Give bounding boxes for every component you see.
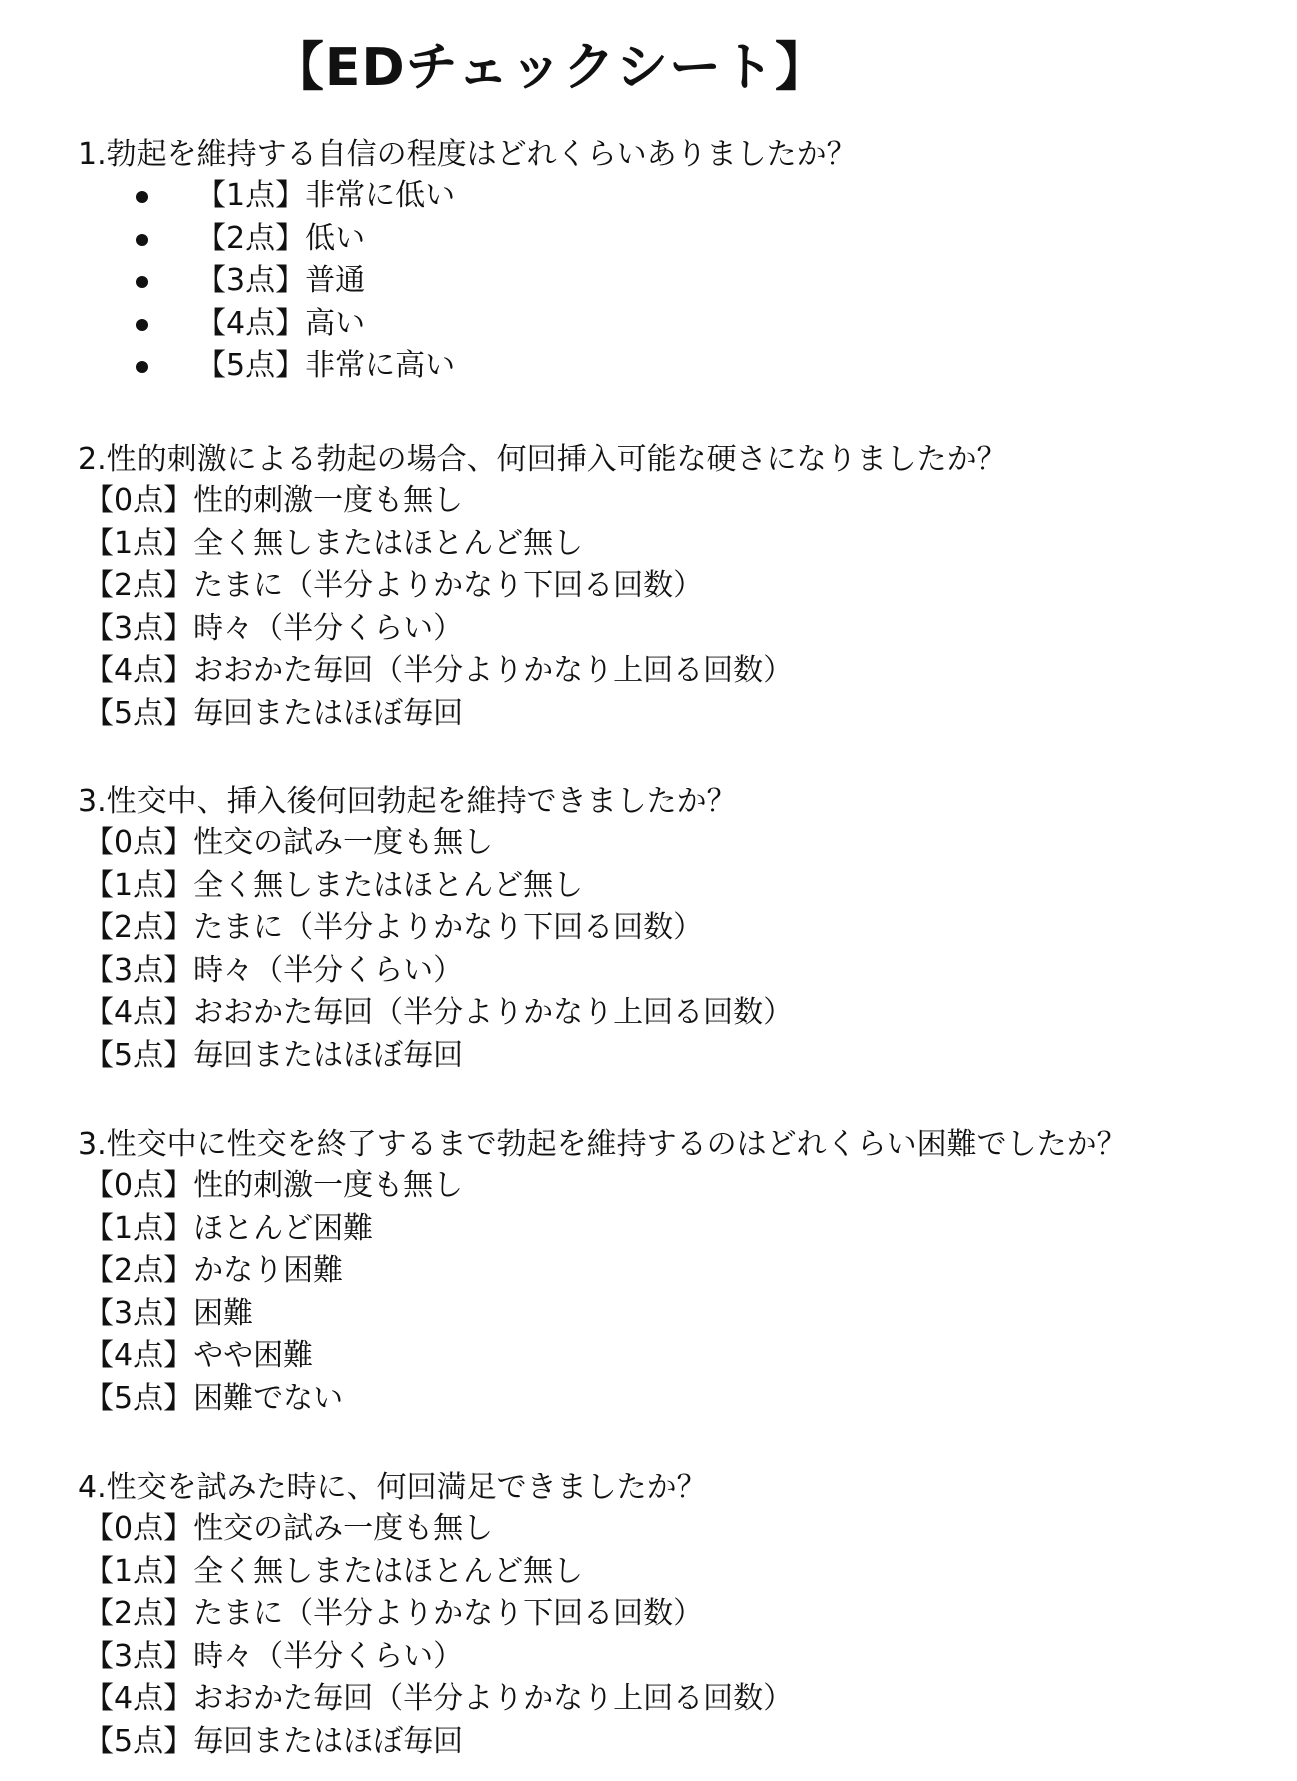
bullet-icon [136, 191, 148, 203]
answer-option: 【5点】毎回またはほぼ毎回 [84, 695, 464, 731]
answer-option: 【4点】おおかた毎回（半分よりかなり上回る回数） [84, 995, 794, 1030]
question-text: 3.性交中、挿入後何回勃起を維持できましたか？ [78, 784, 737, 819]
answer-option: 【3点】時々（半分くらい） [84, 610, 464, 646]
answer-option: 【5点】毎回またはほぼ毎回 [84, 1037, 464, 1073]
answer-option-label: 【2点】低い [196, 220, 366, 256]
answer-option: 【2点】かなり困難 [84, 1253, 344, 1288]
bullet-icon [136, 361, 148, 373]
answer-option [78, 260, 1278, 303]
bullet-icon [136, 319, 148, 331]
answer-option-label: 【5点】非常に高い [196, 348, 456, 383]
question-section-5 [78, 1468, 1278, 1763]
answer-option: 【1点】全く無しまたはほとんど無し [84, 525, 584, 561]
bullet-icon [136, 234, 148, 246]
answer-option: 【2点】たまに（半分よりかなり下回る回数） [84, 910, 704, 945]
answer-option: 【2点】たまに（半分よりかなり下回る回数） [84, 568, 704, 603]
answer-option: 【0点】性交の試み一度も無し [84, 1511, 494, 1546]
question-text: 2.性的刺激による勃起の場合、何回挿入可能な硬さになりましたか？ [78, 442, 1007, 477]
question-section-2 [78, 440, 1278, 735]
answer-option: 【5点】毎回またはほぼ毎回 [84, 1723, 464, 1759]
answer-option: 【3点】時々（半分くらい） [84, 952, 464, 988]
question-text: 3.性交中に性交を終了するまで勃起を維持するのはどれくらい困難でしたか？ [78, 1127, 1127, 1162]
answer-option [78, 218, 1278, 261]
answer-option: 【4点】おおかた毎回（半分よりかなり上回る回数） [84, 1681, 794, 1716]
answer-option-label: 【4点】高い [196, 305, 366, 341]
answer-option [78, 303, 1278, 346]
answer-option-label: 【1点】非常に低い [196, 178, 456, 213]
answer-option: 【3点】時々（半分くらい） [84, 1638, 464, 1674]
answer-option: 【0点】性的刺激一度も無し [84, 483, 464, 518]
answer-option-label: 【3点】普通 [196, 263, 366, 298]
answer-option: 【0点】性交の試み一度も無し [84, 825, 494, 860]
question-section-4 [78, 1125, 1278, 1420]
page-title: 【EDチェックシート】 [271, 38, 829, 98]
question-text: 4.性交を試みた時に、何回満足できましたか？ [78, 1470, 707, 1505]
answer-option: 【5点】困難でない [84, 1380, 344, 1416]
answer-option [78, 345, 1278, 388]
answer-option: 【0点】性的刺激一度も無し [84, 1168, 464, 1203]
question-section-3 [78, 782, 1278, 1077]
answer-option: 【1点】全く無しまたはほとんど無し [84, 1553, 584, 1589]
answer-option: 【2点】たまに（半分よりかなり下回る回数） [84, 1596, 704, 1631]
question-text: 1.勃起を維持する自信の程度はどれくらいありましたか？ [78, 137, 857, 172]
question-section-1 [78, 135, 1278, 388]
bullet-icon [136, 276, 148, 288]
answer-option [78, 175, 1278, 218]
answer-option: 【4点】おおかた毎回（半分よりかなり上回る回数） [84, 653, 794, 688]
answer-option: 【3点】困難 [84, 1295, 254, 1331]
answer-option: 【1点】ほとんど困難 [84, 1210, 374, 1246]
answer-option: 【4点】やや困難 [84, 1338, 314, 1373]
answer-option: 【1点】全く無しまたはほとんど無し [84, 867, 584, 903]
